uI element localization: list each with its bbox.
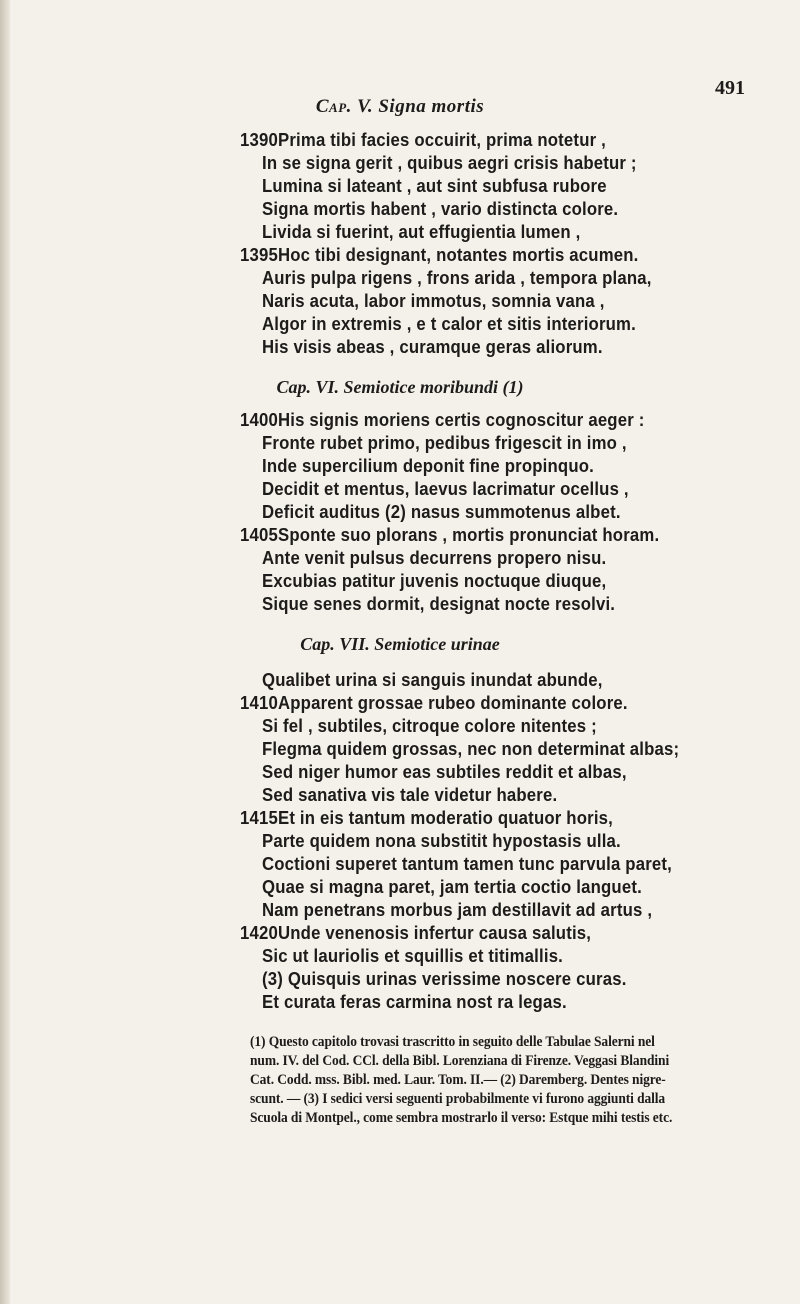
footnote-line: Scuola di Montpel., come sembra mostrarlo il verso: Estque mihi testis etc. — [250, 1110, 673, 1126]
verse-line: Sed sanativa vis tale videtur habere. — [262, 785, 558, 805]
verse-line: 1405Sponte suo plorans , mortis pronunciat horam. — [240, 525, 660, 545]
verse-line: Quae si magna paret, jam tertia coctio languet. — [262, 877, 642, 897]
verse-line: 1395Hoc tibi designant, notantes mortis acumen. — [240, 245, 639, 265]
verse-line: 1415Et in eis tantum moderatio quatuor horis, — [240, 808, 614, 828]
header-chapter: Cap. V. — [315, 96, 374, 117]
verse-line: In se signa gerit , quibus aegri crisis habetur ; — [262, 153, 637, 173]
verse-line: Flegma quidem grossas, nec non determinat albas; — [262, 739, 680, 759]
section-title: Cap. VI. Semiotice moribundi (1) — [276, 377, 524, 397]
verse-line: Fronte rubet primo, pedibus frigescit in imo , — [262, 433, 627, 453]
verse-line: 1410Apparent grossae rubeo dominante colore. — [240, 693, 628, 713]
page-number: 491 — [715, 77, 745, 99]
verse-line: Nam penetrans morbus jam destillavit ad artus , — [262, 900, 653, 920]
verse-line: Parte quidem nona substitit hypostasis ulla. — [262, 831, 621, 851]
footnote-line: (1) Questo capitolo trovasi trascritto in seguito delle Tabulae Salerni nel — [250, 1034, 655, 1050]
verse-line: Coctioni superet tantum tamen tunc parvula paret, — [262, 854, 673, 874]
verse-line: His visis abeas , curamque geras aliorum. — [262, 337, 603, 357]
verse-line: Ante venit pulsus decurrens propero nisu. — [262, 548, 607, 568]
running-header — [0, 96, 800, 118]
verse-line: (3) Quisquis urinas verissime noscere curas. — [262, 969, 627, 989]
verse-line: Auris pulpa rigens , frons arida , tempora plana, — [262, 268, 652, 288]
verse-line: Sic ut lauriolis et squillis et titimallis. — [262, 946, 564, 966]
verse-line: Livida si fuerint, aut effugientia lumen , — [262, 222, 581, 242]
footnote-line: Cat. Codd. mss. Bibl. med. Laur. Tom. II.— (2) Daremberg. Dentes nigre- — [250, 1072, 666, 1088]
verse-line: Signa mortis habent , vario distincta colore. — [262, 199, 619, 219]
verse-line: Qualibet urina si sanguis inundat abunde, — [262, 670, 603, 690]
footnote-line: num. IV. del Cod. CCl. della Bibl. Lorenziana di Firenze. Veggasi Blandini — [250, 1053, 670, 1069]
verse-line: Et curata feras carmina nost ra legas. — [262, 992, 567, 1012]
verse-line: 1420Unde venenosis infertur causa salutis, — [240, 923, 592, 943]
verse-line: Si fel , subtiles, citroque colore nitentes ; — [262, 716, 597, 736]
section-title: Cap. VII. Semiotice urinae — [300, 634, 500, 654]
verse-line: Deficit auditus (2) nasus summotenus albet. — [262, 502, 621, 522]
verse-line: Algor in extremis , e t calor et sitis interiorum. — [262, 314, 636, 334]
verse-line: Decidit et mentus, laevus lacrimatur ocellus , — [262, 479, 629, 499]
verse-line: 1390Prima tibi facies occuirit, prima notetur , — [240, 130, 606, 150]
footnote-line: scunt. — (3) I sedici versi seguenti probabilmente vi furono aggiunti dalla — [250, 1091, 666, 1107]
header-title: Signa mortis — [378, 96, 485, 117]
verse-line: Naris acuta, labor immotus, somnia vana , — [262, 291, 605, 311]
verse-line: 1400His signis moriens certis cognoscitur aeger : — [240, 410, 645, 430]
verse-line: Inde supercilium deponit fine propinquo. — [262, 456, 595, 476]
verse-line: Sique senes dormit, designat nocte resolvi. — [262, 594, 616, 614]
verse-line: Sed niger humor eas subtiles reddit et albas, — [262, 762, 627, 782]
verse-line: Lumina si lateant , aut sint subfusa rubore — [262, 176, 607, 196]
verse-line: Excubias patitur juvenis noctuque diuque, — [262, 571, 607, 591]
